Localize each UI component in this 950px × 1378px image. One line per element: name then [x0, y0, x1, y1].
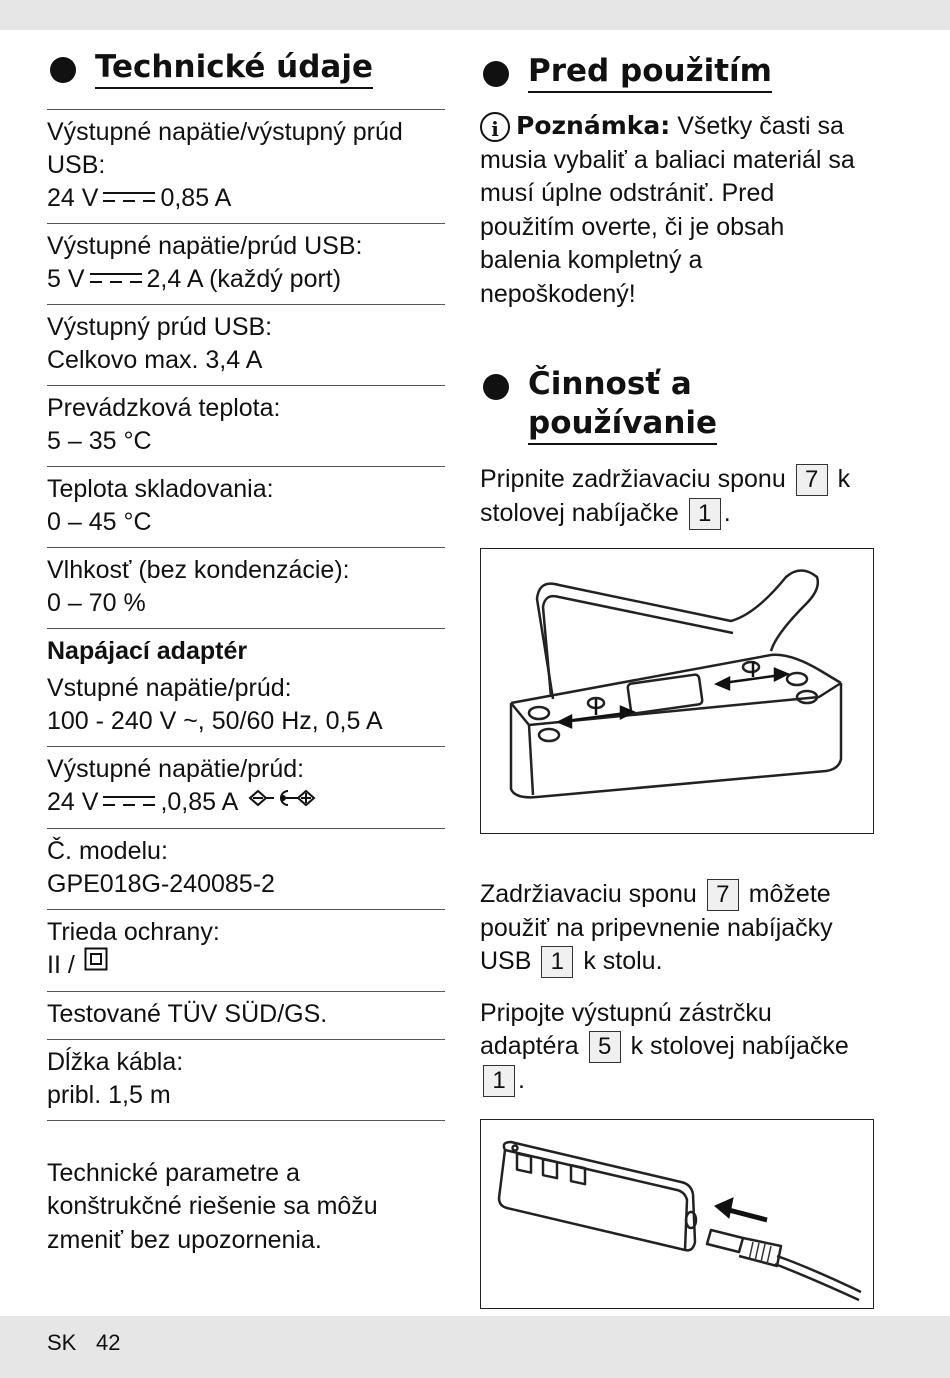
footer-language: SK: [47, 1330, 77, 1355]
ref-number-box: 7: [796, 464, 828, 496]
clip-instruction: Pripnite zadržiavaciu sponu 7 k stolovej nabíjačke 1 .: [480, 463, 874, 530]
ref-number-box: 7: [707, 879, 739, 911]
bullet-icon: [50, 57, 76, 83]
before-use-heading: Pred použitím: [480, 52, 874, 91]
technical-note: Technické parametre a konštrukčné riešenie sa môžu zmeniť bez upozornenia.: [47, 1158, 378, 1254]
spec-cable-length: Dĺžka kábla: pribl. 1,5 m: [47, 1039, 445, 1121]
note-paragraph: i Poznámka: Všetky časti sa musia vybaliť a baliaci materiál sa musí úplne odstrániť. Pred použitím overte, či je obsah balenia kompletný a nepoškodený!: [480, 111, 855, 308]
spec-adapter-input: Vstupné napätie/prúd: 100 - 240 V ~, 50/60 Hz, 0,5 A: [47, 674, 383, 735]
info-icon: i: [480, 112, 510, 142]
ref-number-box: 1: [689, 498, 721, 530]
spec-adapter-output: Výstupné napätie/prúd: 24 V ,0,85 A: [47, 746, 445, 828]
spec-tested: Testované TÜV SÜD/GS.: [47, 991, 445, 1039]
spec-usb-output: Výstupné napätie/výstupný prúd USB: 24 V 0,85 A: [47, 109, 445, 223]
clip-usage-paragraph: Zadržiavaciu sponu 7 môžete použiť na pripevnenie nabíjačky USB 1 k stolu.: [480, 878, 874, 979]
adapter-subheading: Napájací adaptér: [47, 628, 445, 672]
top-band: [0, 0, 950, 30]
ref-number-box: 1: [541, 946, 573, 978]
technical-data-column: [47, 48, 445, 1257]
bullet-icon: [483, 374, 509, 400]
clip-illustration: [480, 548, 874, 834]
class-ii-icon: [84, 947, 108, 980]
spec-humidity: Vlhkosť (bez kondenzácie): 0 – 70 %: [47, 547, 445, 628]
spec-model-number: Č. modelu: GPE018G-240085-2: [47, 828, 445, 909]
ref-number-box: 5: [589, 1031, 621, 1063]
dc-symbol-icon: [88, 270, 144, 286]
page-footer: [0, 1316, 950, 1378]
spec-protection-class: Trieda ochrany: II /: [47, 909, 445, 991]
spec-usb-current: Výstupný prúd USB: Celkovo max. 3,4 A: [47, 304, 445, 385]
bullet-icon: [483, 61, 509, 87]
footer-page-number: 42: [96, 1330, 121, 1355]
spec-usb-port-output: Výstupné napätie/prúd USB: 5 V 2,4 A (každý port): [47, 223, 445, 304]
usage-column: [480, 52, 874, 1309]
operation-heading: Činnosť a používanie: [480, 365, 874, 443]
polarity-symbol-icon: [248, 784, 318, 817]
spec-operating-temp: Prevádzková teplota: 5 – 35 °C: [47, 385, 445, 466]
spec-storage-temp: Teplota skladovania: 0 – 45 °C: [47, 466, 445, 547]
dc-symbol-icon: [101, 189, 157, 205]
adapter-connection-illustration: [480, 1119, 874, 1309]
dc-symbol-icon: [101, 793, 157, 809]
connect-adapter-paragraph: Pripojte výstupnú zástrčku adaptéra 5 k stolovej nabíjačke 1 .: [480, 997, 874, 1098]
ref-number-box: 1: [483, 1065, 515, 1097]
technical-data-heading: Technické údaje: [47, 48, 445, 87]
